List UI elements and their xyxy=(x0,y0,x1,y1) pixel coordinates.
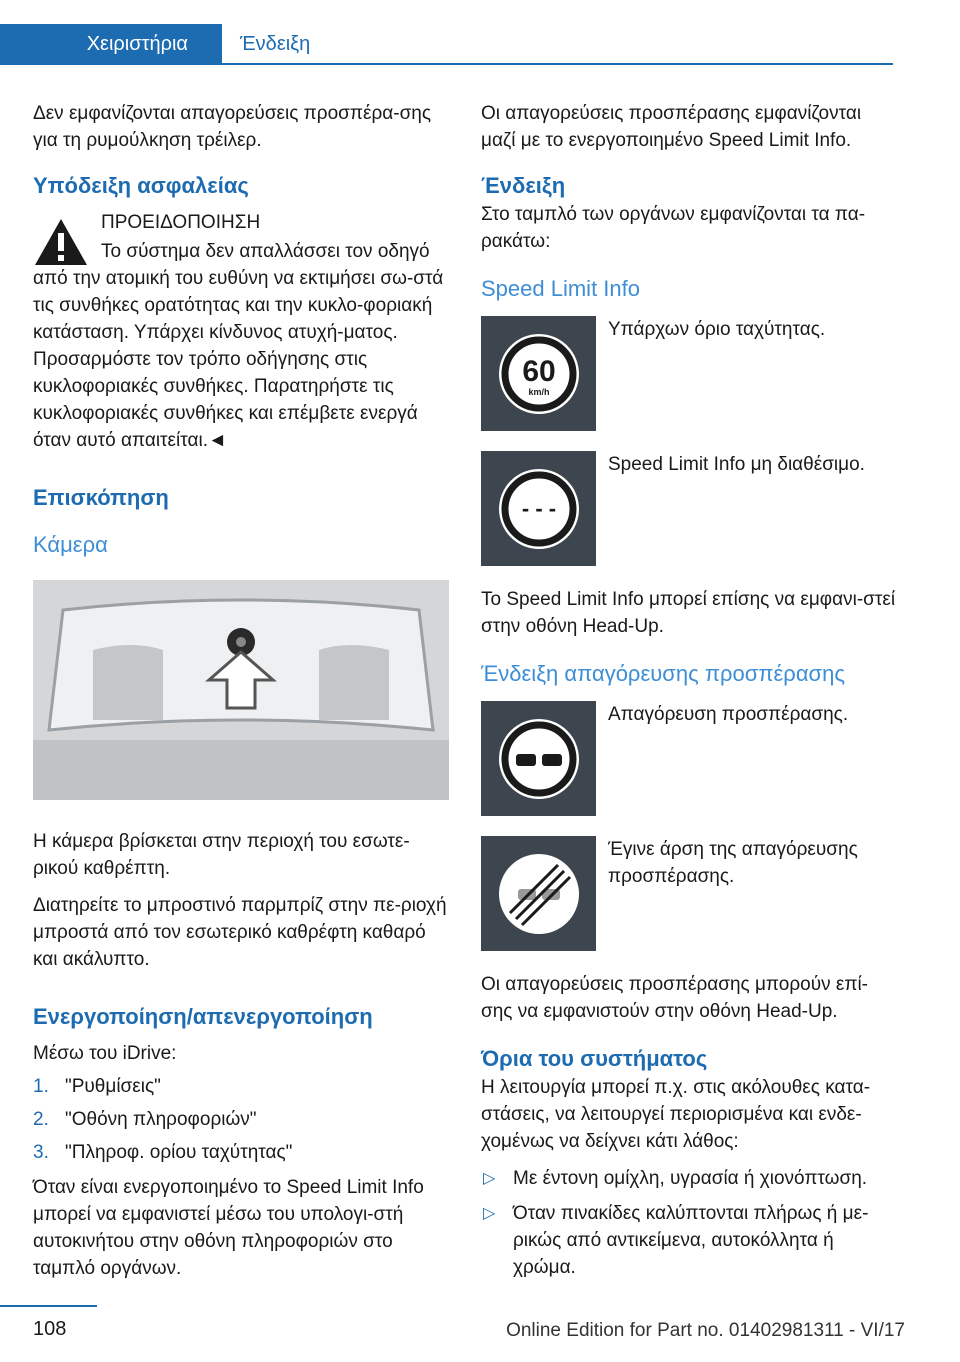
camera-text-location: Η κάμερα βρίσκεται στην περιοχή του εσωτε-ρικού καθρέπτη. xyxy=(33,831,410,879)
sign-row-unavailable xyxy=(481,451,899,566)
list-item xyxy=(481,1200,899,1281)
activation-note: Όταν είναι ενεργοποιημένο το Speed Limit Info μπορεί να εμφανιστεί μέσω του υπολογι-στή αυτοκινήτου στην οθόνη πληροφοριών στο ταμπλό οργάνων. xyxy=(33,1177,424,1279)
speed-value: 60 xyxy=(521,354,556,388)
overview-heading: Επισκόπηση xyxy=(33,485,169,510)
tab-controls[interactable]: Χειριστήρια xyxy=(0,24,222,64)
step-text: "Οθόνη πληροφοριών" xyxy=(65,1109,257,1130)
intro-text: Δεν εμφανίζονται απαγορεύσεις προσπέρα-σης για τη ρυμούλκηση τρέιλερ. xyxy=(33,103,432,151)
limit-text: Με έντονη ομίχλη, υγρασία ή χιονόπτωση. xyxy=(513,1168,868,1189)
display-text: Στο ταμπλό των οργάνων εμφανίζονται τα πα-ρακάτω: xyxy=(481,204,866,252)
no-pass-headup-text: Οι απαγορεύσεις προσπέρασης μπορούν επί-σης να εμφανιστούν στην οθόνη Head-Up. xyxy=(481,974,869,1022)
steps-list xyxy=(33,1073,451,1166)
display-heading: Ένδειξη xyxy=(481,173,566,198)
limits-heading: Όρια του συστήματος xyxy=(481,1046,708,1071)
edition-text: Online Edition for Part no. 01402981311 - VI/17 xyxy=(506,1320,905,1341)
step-text: "Πληροφ. ορίου ταχύτητας" xyxy=(65,1142,293,1163)
sign-row-speed xyxy=(481,316,899,431)
warning-text: Το σύστημα δεν απαλλάσσει τον οδηγό από την ατομική του ευθύνη να εκτιμήσει σω-στά τις συνθήκες ορατότητας και την κυκλο-φοριακή κατάσταση. Υπάρχει κίνδυνος ατυχή-ματος. Προσαρμόστε τον τρόπο οδήγησης στις κυκλοφοριακές συνθήκες. Παρατηρήστε τις κυκλοφοριακές συνθήκες και επέμβετε ενεργά όταν αυτό απαιτείται.◄ xyxy=(33,241,444,451)
unavailable-icon xyxy=(494,464,584,554)
sli-heading: Speed Limit Info xyxy=(481,276,640,301)
unavailable-sign xyxy=(481,451,596,566)
list-item xyxy=(33,1139,451,1166)
camera-heading: Κάμερα xyxy=(33,532,108,557)
warning-triangle-icon xyxy=(33,217,89,267)
speed-unit: km/h xyxy=(527,386,550,397)
sign-unavailable-text: Speed Limit Info μη διαθέσιμο. xyxy=(608,454,865,475)
warning-label: ΠΡΟΕΙΔΟΠΟΙΗΣΗ xyxy=(101,212,261,233)
end-no-passing-icon xyxy=(494,849,584,939)
sign-no-pass-text: Απαγόρευση προσπέρασης. xyxy=(608,704,849,725)
page-number: 108 xyxy=(33,1318,67,1340)
header-divider xyxy=(0,63,893,65)
triangle-bullet-icon: ▷ xyxy=(483,1170,496,1187)
camera-text-clean: Διατηρείτε το μπροστινό παρμπρίζ στην πε-ριοχή μπροστά από τον εσωτερικό καθρέφτη καθαρό και ακάλυπτο. xyxy=(33,895,447,970)
limits-text: Η λειτουργία μπορεί π.χ. στις ακόλουθες κατα-στάσεις, να λειτουργεί περιορισμένα και ενδε-χομένως να δείχνει κάτι λάθος: xyxy=(481,1077,871,1152)
limit-text: Όταν πινακίδες καλύπτονται πλήρως ή με-ρικώς από αντικείμενα, αυτοκόλλητα ή χρώμα. xyxy=(513,1203,869,1278)
limits-list xyxy=(481,1165,899,1281)
no-passing-sign xyxy=(481,701,596,816)
sign-row-no-pass xyxy=(481,701,899,816)
step-number: 1. xyxy=(33,1076,49,1097)
header-tabbar xyxy=(0,0,893,64)
list-item xyxy=(33,1073,451,1100)
tab-display[interactable]: Ένδειξη xyxy=(240,32,311,55)
sign-row-end-no-pass xyxy=(481,836,899,951)
warning-block xyxy=(33,209,451,236)
right-intro: Οι απαγορεύσεις προσπέρασης εμφανίζονται μαζί με το ενεργοποιημένο Speed Limit Info. xyxy=(481,103,862,151)
camera-location-photo xyxy=(33,580,449,800)
step-text: "Ρυθμίσεις" xyxy=(65,1076,161,1097)
step-number: 3. xyxy=(33,1142,49,1163)
left-column xyxy=(33,100,451,1292)
sign-end-text: Έγινε άρση της απαγόρευσης προσπέρασης. xyxy=(608,839,858,887)
speed-limit-icon xyxy=(494,329,584,419)
safety-heading: Υπόδειξη ασφαλείας xyxy=(33,173,249,198)
dashes-text: - - - xyxy=(521,495,556,521)
headup-text: Το Speed Limit Info μπορεί επίσης να εμφανι-στεί στην οθόνη Head-Up. xyxy=(481,589,896,637)
no-passing-icon xyxy=(494,714,584,804)
sign-speed-text: Υπάρχων όριο ταχύτητας. xyxy=(608,319,826,340)
speed-limit-sign xyxy=(481,316,596,431)
no-pass-heading: Ένδειξη απαγόρευσης προσπέρασης xyxy=(481,661,845,686)
footer-divider xyxy=(0,1305,97,1307)
list-item xyxy=(481,1165,899,1192)
right-column xyxy=(481,100,899,1289)
activation-heading: Ενεργοποίηση/απενεργοποίηση xyxy=(33,1004,373,1029)
step-number: 2. xyxy=(33,1109,49,1130)
idrive-text: Μέσω του iDrive: xyxy=(33,1043,177,1064)
list-item xyxy=(33,1106,451,1133)
triangle-bullet-icon: ▷ xyxy=(483,1205,496,1222)
end-no-passing-sign xyxy=(481,836,596,951)
